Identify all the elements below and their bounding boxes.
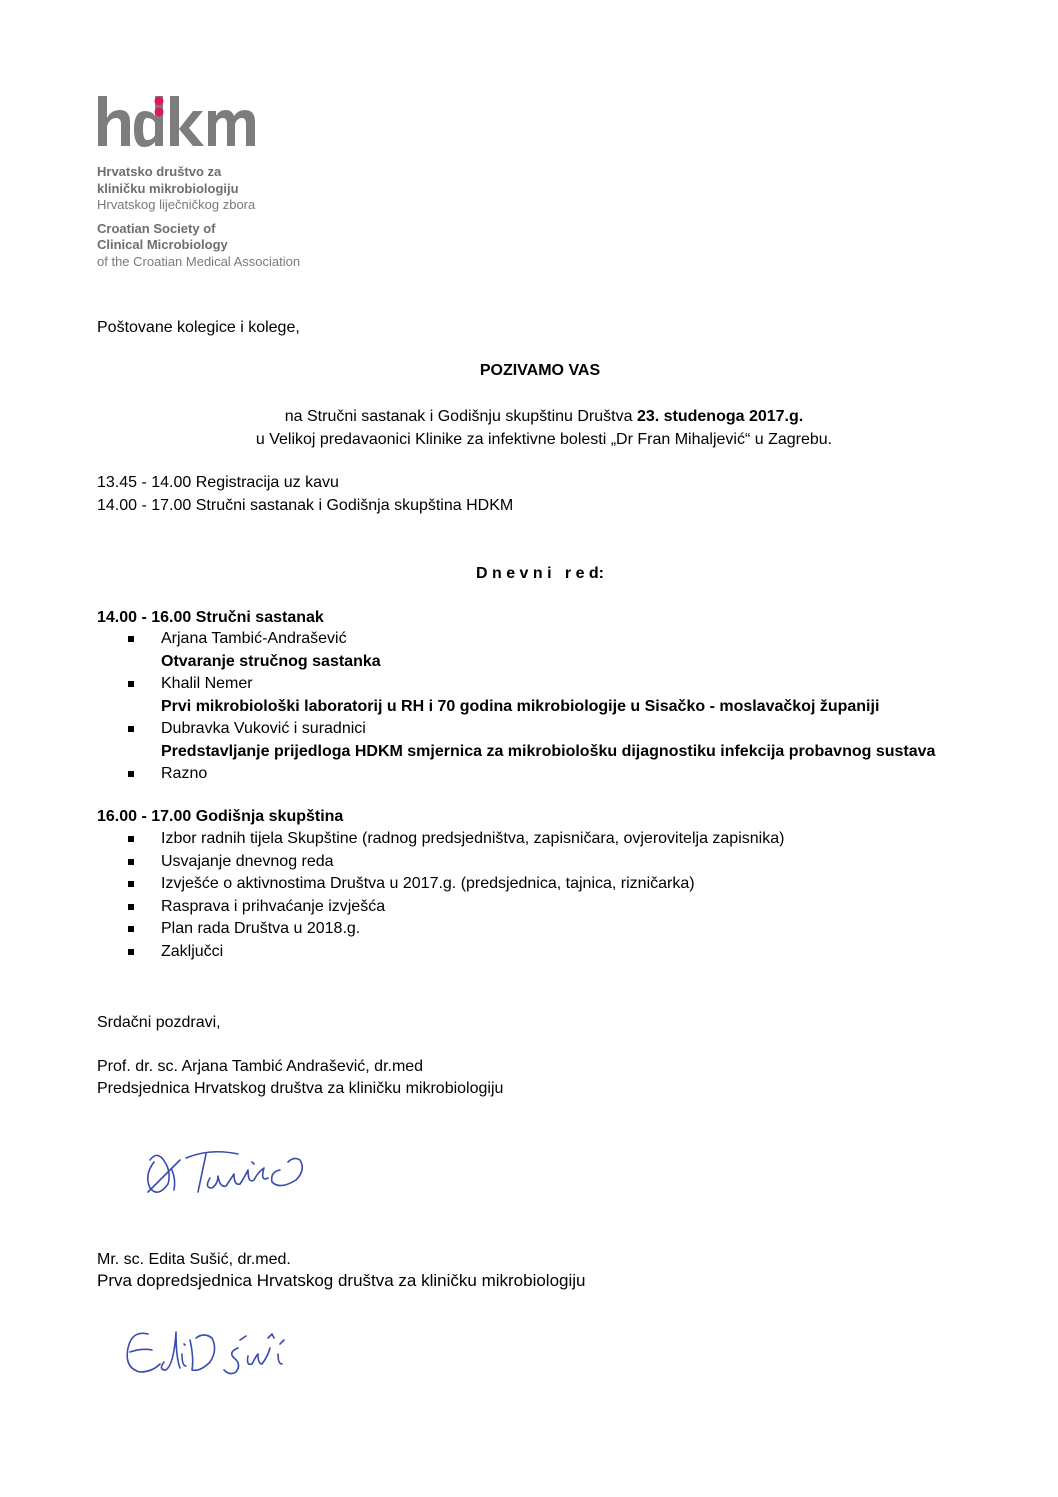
logo-accent-dot xyxy=(155,97,164,106)
agenda-item-label: Izbor radnih tijela Skupštine (radnog predsjedništva, zapisničara, ovjerovitelja zapisnika) xyxy=(161,830,785,847)
talk-topic: Otvaranje stručnog sastanka xyxy=(161,652,381,670)
agenda-item-label: Rasprava i prihvaćanje izvješća xyxy=(161,897,386,915)
bullet-icon xyxy=(128,836,134,842)
speaker: Dubravka Vuković i suradnici xyxy=(161,720,366,737)
agenda-title: D n e v n i r e d: xyxy=(475,565,605,582)
bullet-icon xyxy=(128,636,134,642)
logo-line: Clinical Microbiology xyxy=(97,237,228,252)
agenda-item xyxy=(128,851,784,874)
bullet-icon xyxy=(128,949,134,955)
signature-2 xyxy=(118,1318,303,1388)
talk-topic: Predstavljanje prijedloga HDKM smjernica za mikrobiološku dijagnostiku infekcija probavnog sustava xyxy=(161,742,936,760)
signer-title: Prva dopredsjednica Hrvatskog društva za kliničku mikrobiologiju xyxy=(97,1271,586,1290)
agenda-list xyxy=(128,828,784,963)
signature-1 xyxy=(140,1140,315,1205)
agenda-item xyxy=(128,918,784,941)
invitation-text: na Stručni sastanak i Godišnju skupštinu Društva xyxy=(284,408,637,425)
agenda-item-label: Zaključci xyxy=(161,942,224,960)
logo-line: Hrvatskog liječničkog zbora xyxy=(97,197,256,212)
bullet-icon xyxy=(128,926,134,932)
agenda-item-label: Razno xyxy=(161,765,208,782)
bullet-icon xyxy=(128,859,134,865)
agenda-item-label: Plan rada Društva u 2018.g. xyxy=(161,920,361,937)
signer-name: Prof. dr. sc. Arjana Tambić Andrašević, dr.med xyxy=(97,1058,424,1075)
bullet-icon xyxy=(128,771,134,777)
speaker: Arjana Tambić-Andrašević xyxy=(161,630,347,647)
signer-title: Predsjednica Hrvatskog društva za kliničku mikrobiologiju xyxy=(97,1080,504,1097)
invitation-heading: POZIVAMO VAS xyxy=(479,362,601,379)
agenda-item-label: Usvajanje dnevnog reda xyxy=(161,852,334,870)
bullet-icon xyxy=(128,881,134,887)
agenda-item xyxy=(128,763,935,786)
salutation: Poštovane kolegice i kolege, xyxy=(97,319,300,336)
hdkm-logo xyxy=(97,96,263,148)
agenda-list xyxy=(128,628,935,786)
agenda-item-label: Izvješće o aktivnostima Društva u 2017.g. (predsjednica, tajnica, rizničarka) xyxy=(161,875,695,892)
agenda-item xyxy=(128,873,784,896)
section-title: 16.00 - 17.00 Godišnja skupština xyxy=(97,808,344,825)
schedule-item: 13.45 - 14.00 Registracija uz kavu xyxy=(97,474,339,491)
agenda-item xyxy=(128,941,784,964)
closing: Srdačni pozdravi, xyxy=(97,1014,221,1031)
bullet-icon xyxy=(128,726,134,732)
agenda-item xyxy=(128,628,935,673)
section-title: 14.00 - 16.00 Stručni sastanak xyxy=(97,609,324,626)
agenda-item xyxy=(128,673,935,718)
bullet-icon xyxy=(128,681,134,687)
signer-name: Mr. sc. Edita Sušić, dr.med. xyxy=(97,1251,291,1268)
logo-line: kliničku mikrobiologiju xyxy=(97,180,239,196)
agenda-item xyxy=(128,828,784,851)
bullet-icon xyxy=(128,904,134,910)
logo-line: of the Croatian Medical Association xyxy=(97,253,301,269)
invitation-line-1 xyxy=(0,407,1058,426)
logo-text xyxy=(97,164,300,270)
invitation-line-2: u Velikoj predavaonici Klinike za infektivne bolesti „Dr Fran Mihaljević“ u Zagrebu. xyxy=(255,431,833,448)
meeting-date: 23. studenoga 2017.g. xyxy=(636,408,804,425)
logo-line: Hrvatsko društvo za xyxy=(97,164,222,179)
schedule-item: 14.00 - 17.00 Stručni sastanak i Godišnja skupština HDKM xyxy=(97,497,514,514)
agenda-item xyxy=(128,718,935,763)
speaker: Khalil Nemer xyxy=(161,675,253,692)
logo-line: Croatian Society of xyxy=(97,220,216,236)
agenda-item xyxy=(128,896,784,919)
talk-topic: Prvi mikrobiološki laboratorij u RH i 70 godina mikrobiologije u Sisačko - moslavačkoj županiji xyxy=(161,697,880,715)
